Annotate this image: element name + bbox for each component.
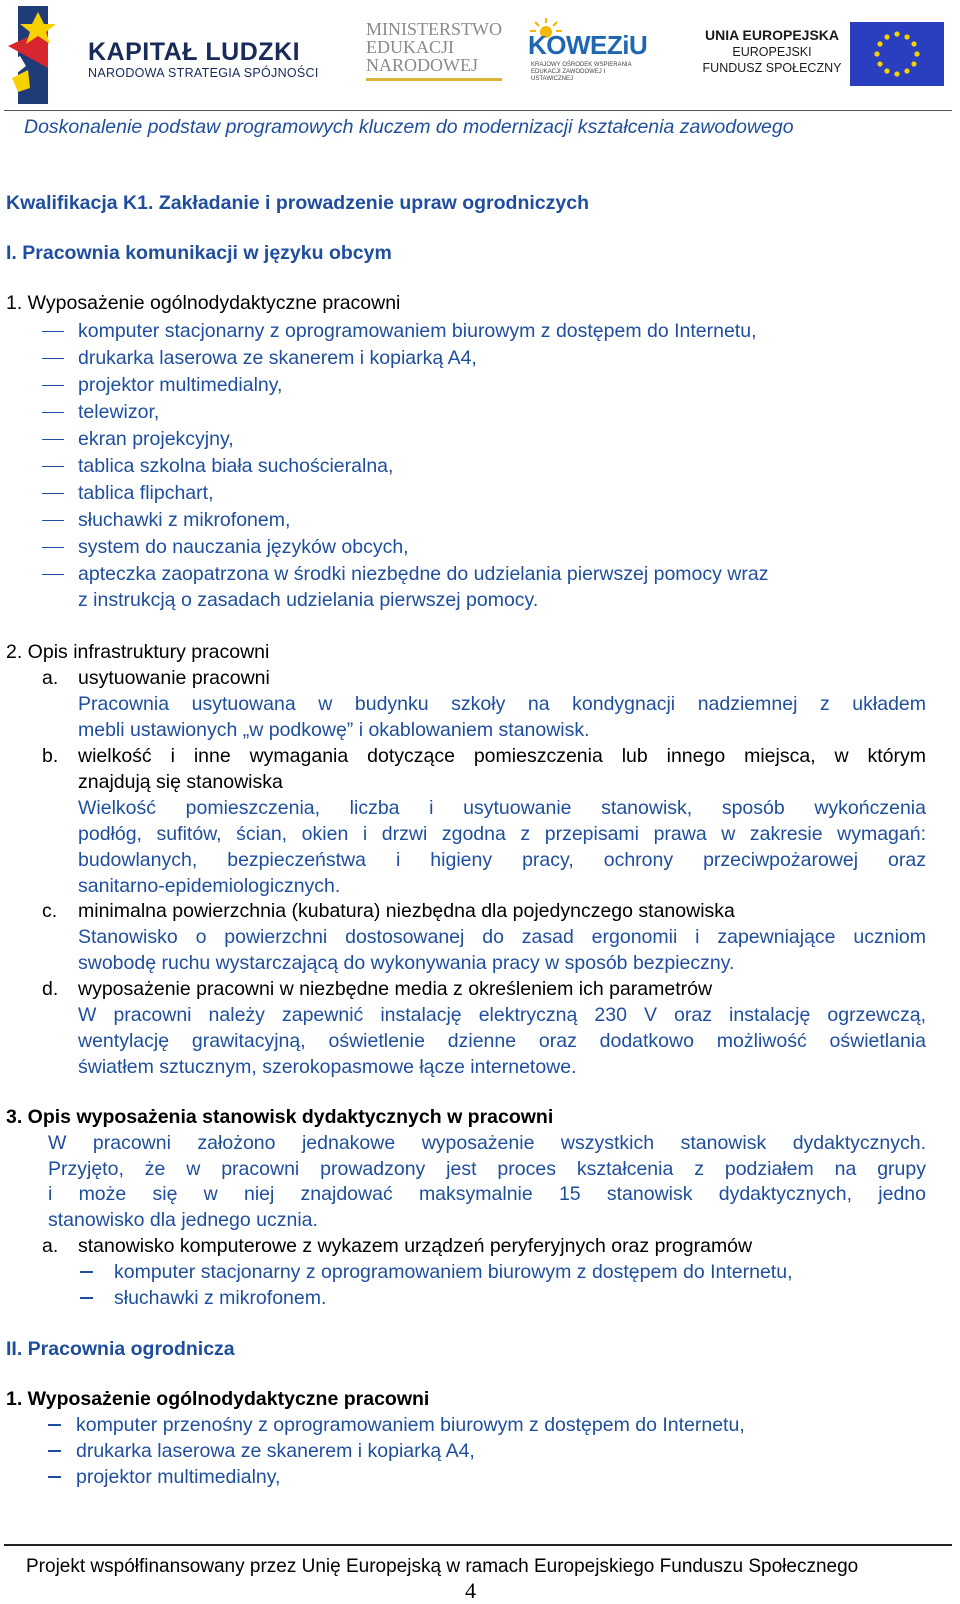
list-dash [42, 520, 64, 521]
list-item: słuchawki z mikrofonem. [114, 1287, 327, 1309]
list-item: komputer stacjonarny z oprogramowaniem biurowym z dostępem do Internetu, [114, 1261, 793, 1283]
page-number: 4 [465, 1578, 476, 1603]
paragraph-line: sanitarno-epidemiologicznych. [78, 875, 341, 897]
list-item: telewizor, [78, 401, 160, 423]
list-dash [48, 1476, 61, 1478]
subitem-title: stanowisko komputerowe z wykazem urządzeń peryferyjnych oraz programów [78, 1235, 753, 1257]
list-item: komputer stacjonarny z oprogramowaniem biurowym z dostępem do Internetu, [78, 320, 757, 342]
list-dash [48, 1424, 61, 1426]
list-item-continuation: z instrukcją o zasadach udzielania pierwszej pomocy. [78, 589, 539, 611]
subitem-title: wielkość i inne wymagania dotyczące pomieszczenia lub innego miejsca, w którym [78, 745, 926, 767]
list-dash [42, 385, 64, 386]
list-item: projektor multimedialny, [78, 374, 283, 396]
paragraph-line: podłóg, sufitów, ścian, okien i drzwi zgodna z przepisami prawa w zakresie wymagań: [78, 823, 926, 845]
subitem-title: znajdują się stanowiska [78, 771, 283, 793]
header-logos [0, 0, 960, 112]
ministerstwo-logo [366, 20, 502, 74]
paragraph-line: W pracowni należy zapewnić instalację elektryczną 230 V oraz instalację ogrzewczą, [78, 1004, 926, 1026]
list-item: słuchawki z mikrofonem, [78, 509, 291, 531]
ministerstwo-underline [366, 78, 502, 81]
paragraph-line: wentylację grawitacyjną, oświetlenie dzienne oraz dodatkowo możliwość oświetlania [78, 1030, 926, 1052]
list-item: tablica szkolna biała suchościeralna, [78, 455, 394, 477]
paragraph-line: mebli ustawionych „w podkowę” i okablowaniem stanowisk. [78, 719, 590, 741]
list-item: ekran projekcyjny, [78, 428, 234, 450]
header-divider [4, 110, 952, 111]
kapital-ludzki-name: KAPITAŁ LUDZKI [88, 38, 301, 66]
section-i-2-heading: 2. Opis infrastruktury pracowni [6, 641, 270, 663]
item-marker: c. [42, 900, 58, 922]
list-dash [80, 1297, 93, 1299]
list-dash [42, 466, 64, 467]
paragraph-line: swobodę ruchu wystarczającą do wykonywania pracy w sposób bezpieczny. [78, 952, 735, 974]
list-item: projektor multimedialny, [76, 1466, 281, 1488]
ministerstwo-line2: EDUKACJI [366, 37, 454, 57]
list-item: drukarka laserowa ze skanerem i kopiarką A4, [76, 1440, 475, 1462]
list-item: komputer przenośny z oprogramowaniem biurowym z dostępem do Internetu, [76, 1414, 745, 1436]
eu-line1: UNIA EUROPEJSKA [704, 27, 840, 43]
eu-line2: EUROPEJSKI [732, 45, 812, 59]
section-ii-1-heading: 1. Wyposażenie ogólnodydaktyczne pracowni [6, 1388, 430, 1410]
kapital-ludzki-logo-icon [8, 6, 70, 104]
section-ii-heading: II. Pracownia ogrodnicza [6, 1338, 235, 1360]
paragraph-line: Wielkość pomieszczenia, liczba i usytuowanie stanowisk, sposób wykończenia [78, 797, 926, 819]
paragraph-line: i może się w niej znajdować maksymalnie 15 stanowisk dydaktycznych, jedno [48, 1183, 926, 1205]
list-item: tablica flipchart, [78, 482, 214, 504]
list-dash [48, 1450, 61, 1452]
ministerstwo-line3: NARODOWEJ [366, 55, 478, 75]
paragraph-line: Pracownia usytuowana w budynku szkoły na kondygnacji nadziemnej z układem [78, 693, 926, 715]
paragraph-line: stanowisko dla jednego ucznia. [48, 1209, 318, 1231]
paragraph-line: Przyjęto, że w pracowni prowadzony jest proces kształcenia z podziałem na grupy [48, 1158, 926, 1180]
list-dash [42, 547, 64, 548]
list-dash [42, 412, 64, 413]
footer-text: Projekt współfinansowany przez Unię Europejską w ramach Europejskiego Funduszu Społecznego [26, 1556, 859, 1577]
section-i-heading: I. Pracownia komunikacji w języku obcym [6, 242, 392, 264]
section-i-1-heading: 1. Wyposażenie ogólnodydaktyczne pracowni [6, 292, 401, 314]
paragraph-line: W pracowni założono jednakowe wyposażenie wszystkich stanowisk dydaktycznych. [48, 1132, 926, 1154]
list-dash [42, 493, 64, 494]
list-item: apteczka zaopatrzona w środki niezbędne do udzielania pierwszej pomocy wraz [78, 563, 769, 585]
list-dash [42, 331, 64, 332]
eu-line3: FUNDUSZ SPOŁECZNY [702, 61, 842, 75]
ministerstwo-line1: MINISTERSTWO [366, 19, 502, 39]
item-marker: b. [42, 745, 59, 767]
koweziu-subtitle: KRAJOWY OŚRODEK WSPIERANIA EDUKACJI ZAWODOWEJ I USTAWICZNEJ [531, 62, 632, 82]
subitem-title: wyposażenie pracowni w niezbędne media z określeniem ich parametrów [78, 978, 713, 1000]
paragraph-line: budowlanych, bezpieczeństwa i higieny pracy, ochrony przeciwpożarowej oraz [78, 849, 926, 871]
list-dash [42, 439, 64, 440]
list-dash [42, 358, 64, 359]
footer-divider [4, 1544, 952, 1546]
qualification-heading: Kwalifikacja K1. Zakładanie i prowadzenie upraw ogrodniczych [6, 192, 589, 214]
paragraph-line: Stanowisko o powierzchni dostosowanej do zasad ergonomii i zapewniające uczniom [78, 926, 926, 948]
item-marker: a. [42, 1235, 59, 1257]
list-dash [42, 574, 64, 575]
list-dash [80, 1271, 93, 1273]
subitem-title: usytuowanie pracowni [78, 667, 270, 689]
running-title: Doskonalenie podstaw programowych kluczem do modernizacji kształcenia zawodowego [24, 116, 794, 138]
eu-logo-text [702, 26, 842, 76]
item-marker: a. [42, 667, 59, 689]
paragraph-line: światłem sztucznym, szerokopasmowe łącze internetowe. [78, 1056, 577, 1078]
section-i-3-heading: 3. Opis wyposażenia stanowisk dydaktycznych w pracowni [6, 1106, 554, 1128]
koweziu-name: KOWEZiU [528, 30, 648, 60]
subitem-title: minimalna powierzchnia (kubatura) niezbędna dla pojedynczego stanowiska [78, 900, 735, 922]
list-item: drukarka laserowa ze skanerem i kopiarką A4, [78, 347, 477, 369]
eu-flag-icon [850, 22, 944, 86]
kapital-ludzki-subtitle: NARODOWA STRATEGIA SPÓJNOŚCI [88, 66, 319, 80]
item-marker: d. [42, 978, 59, 1000]
list-item: system do nauczania języków obcych, [78, 536, 409, 558]
